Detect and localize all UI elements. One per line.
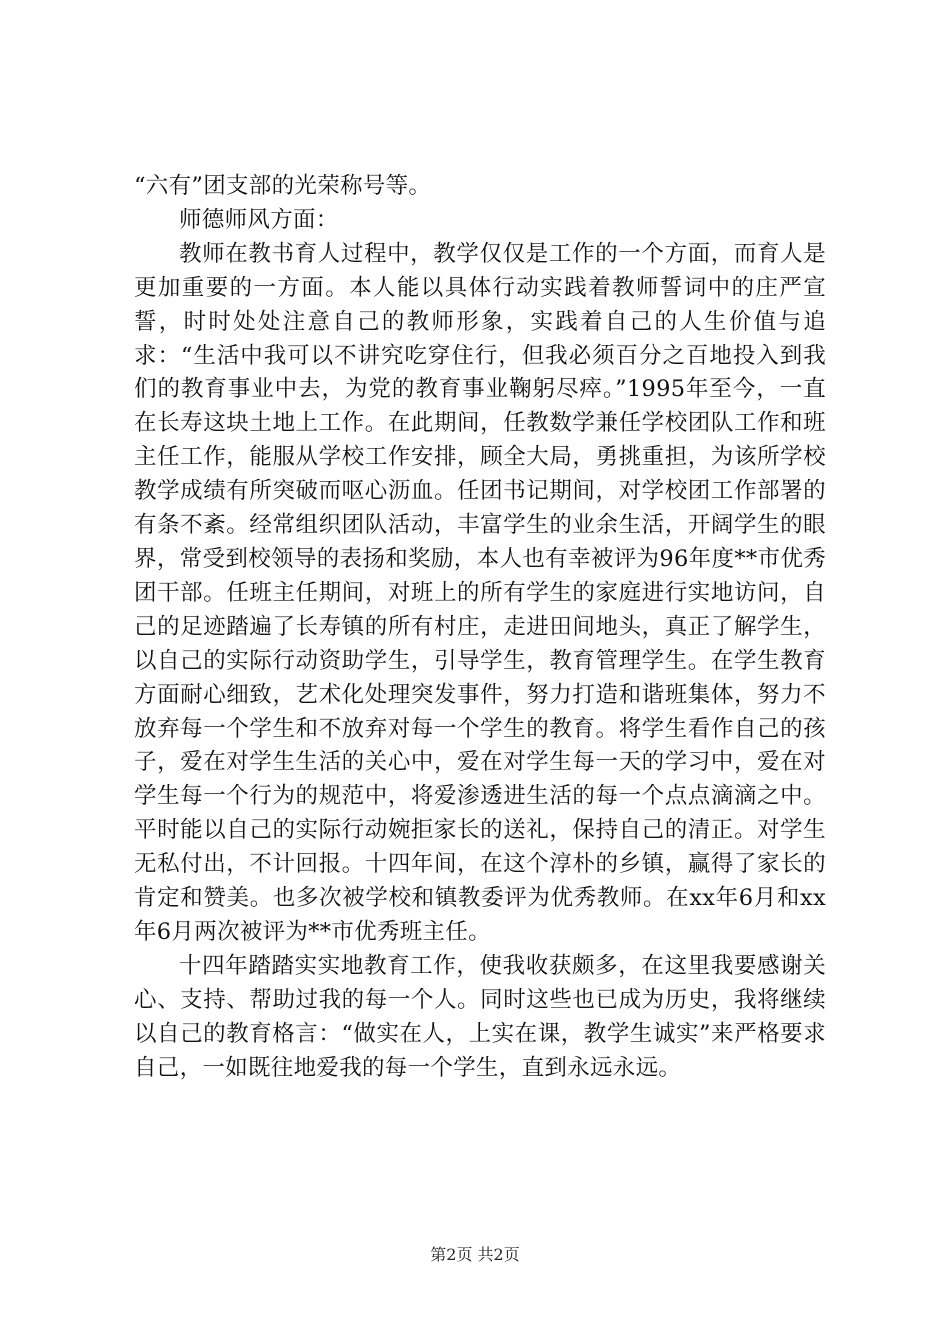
paragraph-teacher-ethics: 教师在教书育人过程中，教学仅仅是工作的一个方面，而育人是更加重要的一方面。本人能以具体行动实践着教师誓词中的庄严宣誓，时时处处注意自己的教师形象，实践着自己的人生价值与追求：“生活中我可以不讲究吃穿住行，但我必须百分之百地投入到我们的教育事业中去，为党的教育事业鞠躬尽瘁。”1995年至今，一直在长寿这块土地上工作。在此期间，任教数学兼任学校团队工作和班主任工作，能服从学校工作安排，顾全大局，勇挑重担，为该所学校教学成绩有所突破而呕心沥血。任团书记期间，对学校团工作部署的有条不紊。经常组织团队活动，丰富学生的业余生活，开阔学生的眼界，常受到校领导的表扬和奖励，本人也有幸被评为96年度**市优秀团干部。任班主任期间，对班上的所有学生的家庭进行实地访问，自己的足迹踏遍了长寿镇的所有村庄，走进田间地头，真正了解学生，以自己的实际行动资助学生，引导学生，教育管理学生。在学生教育方面耐心细致，艺术化处理突发事件，努力打造和谐班集体，努力不放弃每一个学生和不放弃对每一个学生的教育。将学生看作自己的孩子，爱在对学生生活的关心中，爱在对学生每一天的学习中，爱在对学生每一个行为的规范中，将爱渗透进生活的每一个点点滴滴之中。平时能以自己的实际行动婉拒家长的送礼，保持自己的清正。对学生无私付出，不计回报。十四年间，在这个淳朴的乡镇，赢得了家长的肯定和赞美。也多次被学校和镇教委评为优秀教师。在xx年6月和xx年6月两次被评为**市优秀班主任。 [134, 240, 826, 945]
page-footer [0, 1245, 950, 1265]
section-heading-teacher-ethics: 师德师风方面： [179, 206, 339, 233]
paragraph-continuation: “六有”团支部的光荣称号等。 [134, 173, 432, 199]
document-body [134, 170, 826, 1085]
paragraph-conclusion: 十四年踏踏实实地教育工作，使我收获颇多，在这里我要感谢关心、支持、帮助过我的每一个人。同时这些也已成为历史，我将继续以自己的教育格言：“做实在人，上实在课，教学生诚实”来严格要求自己，一如既往地爱我的每一个学生，直到永远永远。 [134, 952, 826, 1081]
page-number-label: 第2页 共2页 [430, 1245, 520, 1264]
